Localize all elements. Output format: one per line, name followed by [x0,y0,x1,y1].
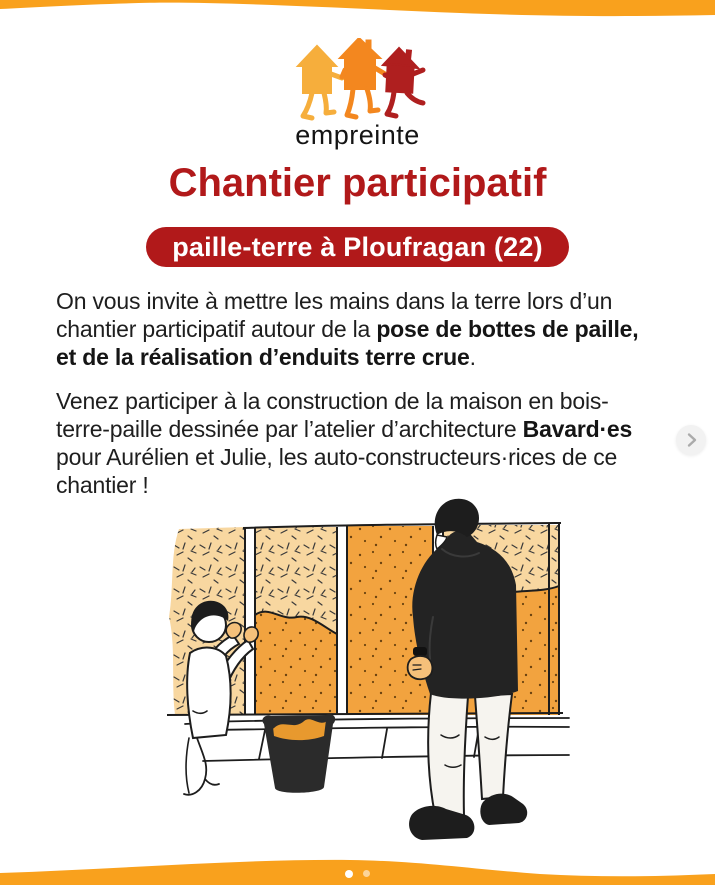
intro-end: . [469,344,476,370]
intro-bold-text: pose de bottes de paille, et de la réalisation d’enduits terre crue [56,316,639,370]
kneeling-person [184,601,258,795]
details-end: pour Aurélien et Julie, les auto-constructeurs·rices de ce chantier ! [56,444,618,498]
details-text: Venez participer à la construction de la maison en bois-terre-paille dessinée par l’atelier d’architecture [56,388,609,442]
wall-panel-half-plastered [255,527,337,715]
details-paragraph [56,387,658,499]
intro-paragraph [56,287,658,371]
carousel-dot-active[interactable] [345,870,353,878]
details-bold-text: Bavard·es [522,416,633,442]
wall-base-ledge [185,718,569,761]
chevron-right-icon [676,425,706,455]
mortar-bucket [262,714,335,792]
carousel-dots [0,865,715,883]
page-title: Chantier participatif [168,161,547,205]
walking-houses-logo-icon [290,38,432,122]
carousel-next-button[interactable] [676,425,706,455]
brand-name: empreinte [295,120,420,150]
carousel-dot-inactive[interactable] [363,870,370,877]
intro-text: On vous invite à mettre les mains dans la terre lors d’un chantier participatif autour de la [56,288,613,342]
location-badge: paille-terre à Ploufragan (22) [146,227,569,267]
plastering-illustration [145,497,575,859]
top-wave-decoration [0,0,715,20]
subtitle-row [0,227,715,267]
